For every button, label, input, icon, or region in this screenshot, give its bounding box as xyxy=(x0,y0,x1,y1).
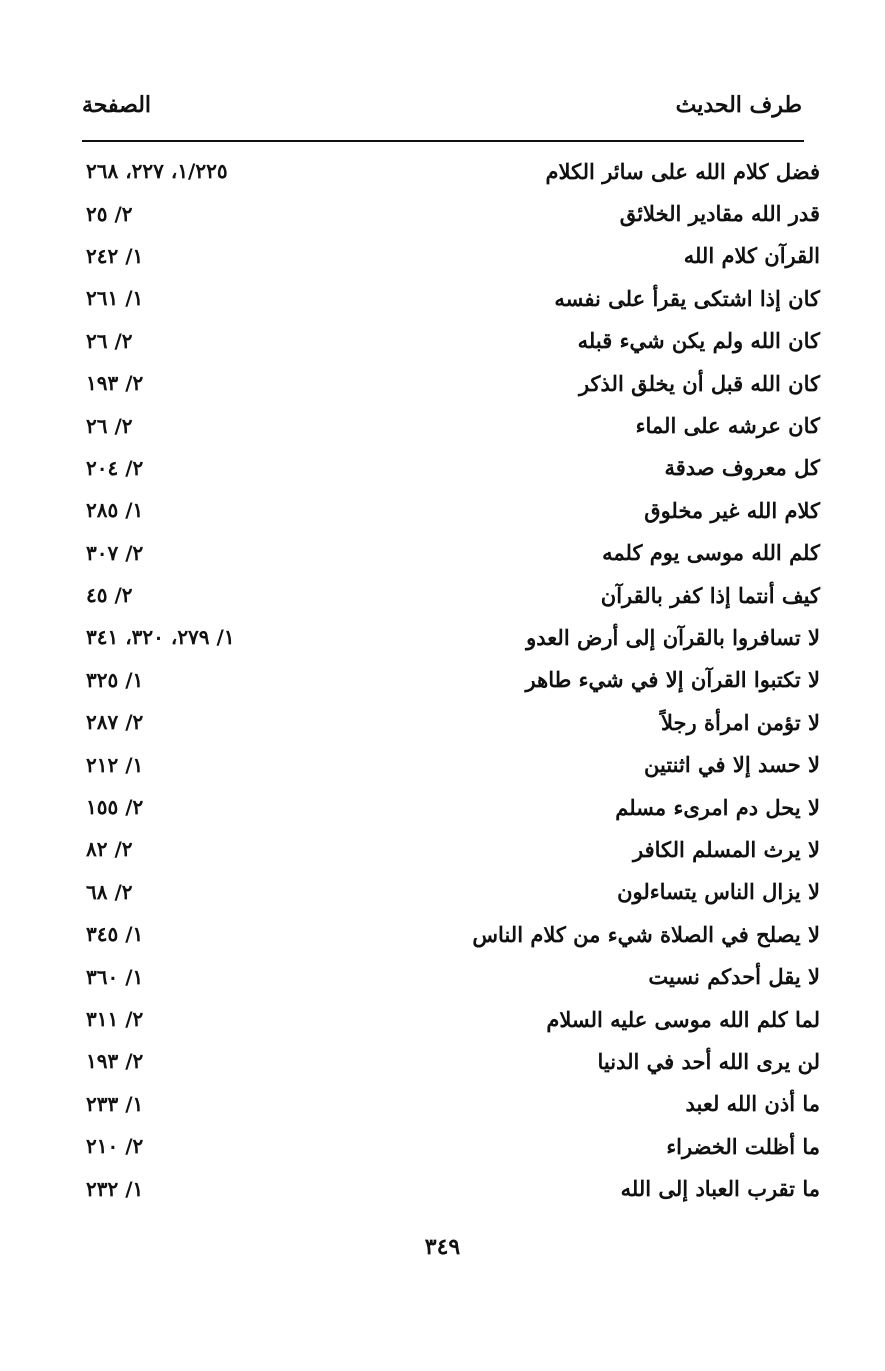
hadith-opening-text: لا تؤمن امرأة رجلاً xyxy=(661,709,820,735)
hadith-opening-text: ما أظلت الخضراء xyxy=(666,1133,820,1159)
index-entry xyxy=(82,1167,820,1209)
hadith-opening-text: قدر الله مقادير الخلائق xyxy=(619,201,820,227)
index-entry xyxy=(82,532,820,574)
page-reference: ٢/ ٢١٠ xyxy=(86,1134,144,1159)
index-entry xyxy=(82,743,820,785)
index-entry xyxy=(82,616,820,658)
hadith-opening-text: كان عرشه على الماء xyxy=(635,413,820,439)
page-reference: ٢/ ٢٠٤ xyxy=(86,455,144,480)
page-reference: ١/٢٢٥، ٢٢٧، ٢٦٨ xyxy=(86,159,228,184)
index-entry xyxy=(82,404,820,446)
hadith-opening-text: كلام الله غير مخلوق xyxy=(644,497,820,523)
index-entry xyxy=(82,828,820,870)
hadith-opening-text: لا تسافروا بالقرآن إلى أرض العدو xyxy=(526,624,820,650)
column-header xyxy=(82,88,802,122)
page-reference: ٢/ ١٩٣ xyxy=(86,371,144,396)
index-entry xyxy=(82,320,820,362)
hadith-opening-text: لا يقل أحدكم نسيت xyxy=(648,964,820,990)
hadith-opening-text: لا يحل دم امرىء مسلم xyxy=(615,794,820,820)
page-reference: ٢/ ٢٥ xyxy=(86,201,133,226)
index-entry xyxy=(82,1125,820,1167)
page-reference: ١/ ٢٨٥ xyxy=(86,498,144,523)
page-reference: ٢/ ٤٥ xyxy=(86,583,133,608)
page-reference: ١/ ٢٤٢ xyxy=(86,243,144,268)
index-entry xyxy=(82,362,820,404)
hadith-opening-text: القرآن كلام الله xyxy=(683,243,820,269)
hadith-index-list xyxy=(82,150,820,1210)
index-entry xyxy=(82,489,820,531)
index-entry xyxy=(82,1083,820,1125)
index-entry xyxy=(82,150,820,192)
page-reference: ١/ ٢١٢ xyxy=(86,752,144,777)
index-entry xyxy=(82,998,820,1040)
page-reference: ٢/ ٨٢ xyxy=(86,837,133,862)
index-entry xyxy=(82,871,820,913)
index-entry xyxy=(82,447,820,489)
index-entry xyxy=(82,786,820,828)
page-reference: ٢/ ١٥٥ xyxy=(86,795,144,820)
hadith-opening-text: كان إذا اشتكى يقرأ على نفسه xyxy=(554,285,820,311)
page-reference: ٢/ ١٩٣ xyxy=(86,1049,144,1074)
page-reference: ٢/ ٦٨ xyxy=(86,879,133,904)
hadith-opening-text: كان الله ولم يكن شيء قبله xyxy=(577,328,820,354)
hadith-opening-text: لا تكتبوا القرآن إلا في شيء طاهر xyxy=(525,667,820,693)
page-column-heading: الصفحة xyxy=(82,92,152,118)
index-entry xyxy=(82,574,820,616)
hadith-opening-text: كيف أنتما إذا كفر بالقرآن xyxy=(600,582,820,608)
page-reference: ٢/ ٢٦ xyxy=(86,413,133,438)
page-number: ٣٤٩ xyxy=(424,1234,461,1260)
index-entry xyxy=(82,235,820,277)
index-entry xyxy=(82,1040,820,1082)
page-reference: ٢/ ٣١١ xyxy=(86,1007,144,1031)
index-entry xyxy=(82,701,820,743)
page-reference: ١/ ٣٢٥ xyxy=(86,667,144,692)
hadith-opening-text: لا يرث المسلم الكافر xyxy=(632,836,820,862)
page-reference: ١/ ٣٦٠ xyxy=(86,964,144,989)
page-reference: ٢/ ٣٠٧ xyxy=(86,540,144,565)
hadith-opening-text: ما تقرب العباد إلى الله xyxy=(620,1176,820,1202)
index-entry xyxy=(82,955,820,997)
hadith-opening-text: لما كلم الله موسى عليه السلام xyxy=(546,1006,820,1032)
hadith-column-heading: طرف الحديث xyxy=(675,92,802,118)
header-divider xyxy=(82,140,804,142)
hadith-opening-text: لن يرى الله أحد في الدنيا xyxy=(597,1048,820,1074)
page-reference: ٢/ ٢٦ xyxy=(86,328,133,353)
index-entry xyxy=(82,913,820,955)
index-entry xyxy=(82,192,820,234)
page-reference: ١/ ٢٣٣ xyxy=(86,1091,144,1116)
hadith-opening-text: فضل كلام الله على سائر الكلام xyxy=(545,158,820,184)
index-entry xyxy=(82,277,820,319)
hadith-opening-text: لا يزال الناس يتساءلون xyxy=(617,879,820,905)
page-reference: ٢/ ٢٨٧ xyxy=(86,710,144,735)
hadith-opening-text: كل معروف صدقة xyxy=(664,455,820,481)
index-entry xyxy=(82,659,820,701)
page-reference: ١/ ٣٤٥ xyxy=(86,922,144,947)
page-reference: ١/ ٢٣٢ xyxy=(86,1176,144,1201)
hadith-opening-text: كلم الله موسى يوم كلمه xyxy=(602,540,820,566)
page-reference: ١/ ٢٦١ xyxy=(86,286,144,311)
hadith-opening-text: لا يصلح في الصلاة شيء من كلام الناس xyxy=(472,921,820,947)
hadith-opening-text: لا حسد إلا في اثنتين xyxy=(644,752,820,778)
hadith-opening-text: ما أذن الله لعبد xyxy=(685,1091,820,1117)
hadith-opening-text: كان الله قبل أن يخلق الذكر xyxy=(578,370,820,396)
page-reference: ١/ ٢٧٩، ٣٢٠، ٣٤١ xyxy=(86,625,235,650)
